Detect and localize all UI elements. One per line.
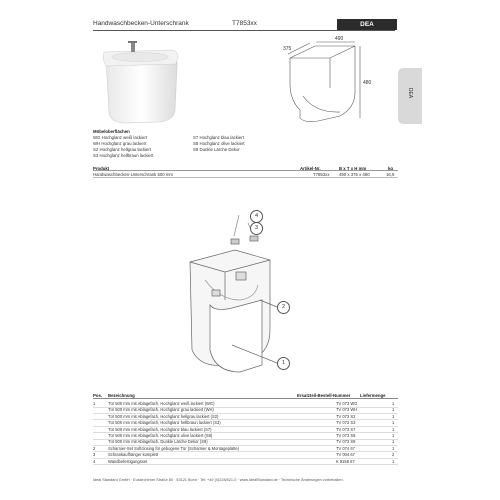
parts-cell-pos: 3	[93, 452, 96, 458]
finish-item: S9 Dunkle Lärche Dekor	[193, 147, 240, 152]
article-code: T7853xx	[232, 20, 257, 27]
parts-cell-order: TV 073 WG	[336, 401, 358, 406]
parts-cell-qty: 1	[392, 433, 395, 438]
parts-cell-desc: Tür 500 mm mit Ablagefach, Hochglanz hellgrau lackiert (S2)	[108, 413, 219, 419]
callout-2: 2	[277, 301, 290, 314]
parts-cell-order: TV 073 S9	[336, 439, 356, 445]
article-col-header: Artikel-Nr.	[300, 166, 321, 171]
parts-cell-desc: Tür 500 mm mit Ablagefach, Hochglanz weiß lackiert (WG)	[108, 401, 215, 406]
parts-cell-pos: 4	[93, 458, 96, 464]
parts-cell-qty: 1	[392, 401, 395, 406]
parts-cell-desc: Wandbefestigungsset	[108, 458, 148, 464]
finish-item: S8 Hochglanz olive lackiert	[193, 141, 245, 146]
parts-cell-pos: 1	[93, 401, 96, 406]
dim-height-label: 480	[363, 80, 372, 86]
parts-cell-qty: 1	[392, 426, 395, 432]
callout-4: 4	[250, 210, 263, 223]
finish-item: S2 Hochglanz hellgrau lackiert	[93, 147, 152, 152]
parts-cell-qty: 1	[392, 458, 395, 464]
dims-col-header: B x T x H mm	[339, 166, 367, 171]
desc-col-header: Bezeichnung	[108, 393, 135, 398]
parts-cell-pos: 2	[93, 445, 96, 451]
parts-cell-qty: 1	[392, 407, 395, 413]
qty-col-header: Liefermenge	[360, 393, 386, 398]
parts-cell-order: TV 074 67	[336, 445, 355, 451]
dim-depth-label: 375	[283, 46, 292, 52]
pos-col-header: Pos.	[93, 393, 103, 398]
parts-cell-desc: Tür 500 mm mit Ablagefach, Hochglanz blau lackiert (S7)	[108, 426, 212, 432]
document-title: Handwaschbecken-Unterschrank	[93, 20, 189, 27]
parts-cell-desc: Tür 500 mm mit Ablagefach, Hochglanz hellbraun lackiert (S3)	[108, 420, 221, 426]
side-tab-label: DEA	[407, 87, 413, 99]
parts-cell-qty: 1	[392, 420, 395, 426]
product-dims: 490 x 375 x 480	[339, 172, 370, 177]
product-kg: 16,9	[386, 172, 395, 177]
parts-cell-order: TV 004 67	[336, 452, 355, 458]
dim-width-label: 490	[335, 36, 344, 42]
callout-1: 1	[277, 357, 290, 370]
parts-cell-order: TV 073 S8	[336, 433, 356, 438]
parts-cell-order: K 9158 67	[336, 458, 355, 464]
footer-text: Ideal Standard GmbH · Euskirchener Straße 80 · 53121 Bonn · Tel: +49 (0)228/521-0 · www.IdealStandard.de · Technische Änderungen vorbehalten.	[93, 478, 344, 482]
parts-cell-desc: Tür 500 mm mit Ablagefach, Hochglanz olive lackiert (S8)	[108, 433, 213, 438]
product-col-header: Produkt	[93, 166, 110, 171]
order-col-header: Ersatzteil-Bestell-Nummer	[297, 393, 351, 398]
parts-cell-order: TV 073 S3	[336, 420, 356, 426]
finish-item: WH Hochglanz grau lackiert	[93, 141, 147, 146]
parts-cell-desc: Schrankaufhänger komplett	[108, 452, 159, 458]
parts-cell-qty: 1	[392, 413, 395, 419]
product-name: Handwaschbecken-Unterschrank 500 mm	[93, 172, 174, 177]
parts-cell-desc: Tür 500 mm mit Ablagefach, Dunkle Lärche Dekor (S9)	[108, 439, 208, 445]
parts-cell-qty: 1	[392, 445, 395, 451]
finishes-heading: Möbeloberflächen	[93, 129, 130, 134]
finish-item: S7 Hochglanz blau lackiert	[193, 135, 244, 140]
callout-3: 3	[250, 222, 263, 235]
parts-cell-order: TV 073 S2	[336, 413, 356, 419]
kg-col-header: kg	[388, 166, 394, 171]
brand-label: DEA	[337, 19, 397, 30]
finish-item: WG Hochglanz weiß lackiert	[93, 135, 147, 140]
parts-cell-desc: Scharnier-Set Softclosing für gebogene Tür (Scharnier & Montageplatte)	[108, 445, 239, 451]
product-article: T7853xx	[313, 172, 330, 177]
finish-item: S3 Hochglanz hellbraun lackiert	[93, 153, 154, 158]
parts-cell-order: TV 073 S7	[336, 426, 356, 432]
parts-table-rule	[93, 398, 398, 399]
parts-cell-qty: 2	[392, 452, 395, 458]
parts-cell-desc: Tür 500 mm mit Ablagefach, Hochglanz grau lackiert (WH)	[108, 407, 214, 413]
parts-cell-qty: 1	[392, 439, 395, 445]
parts-cell-order: TV 073 WH	[336, 407, 358, 413]
